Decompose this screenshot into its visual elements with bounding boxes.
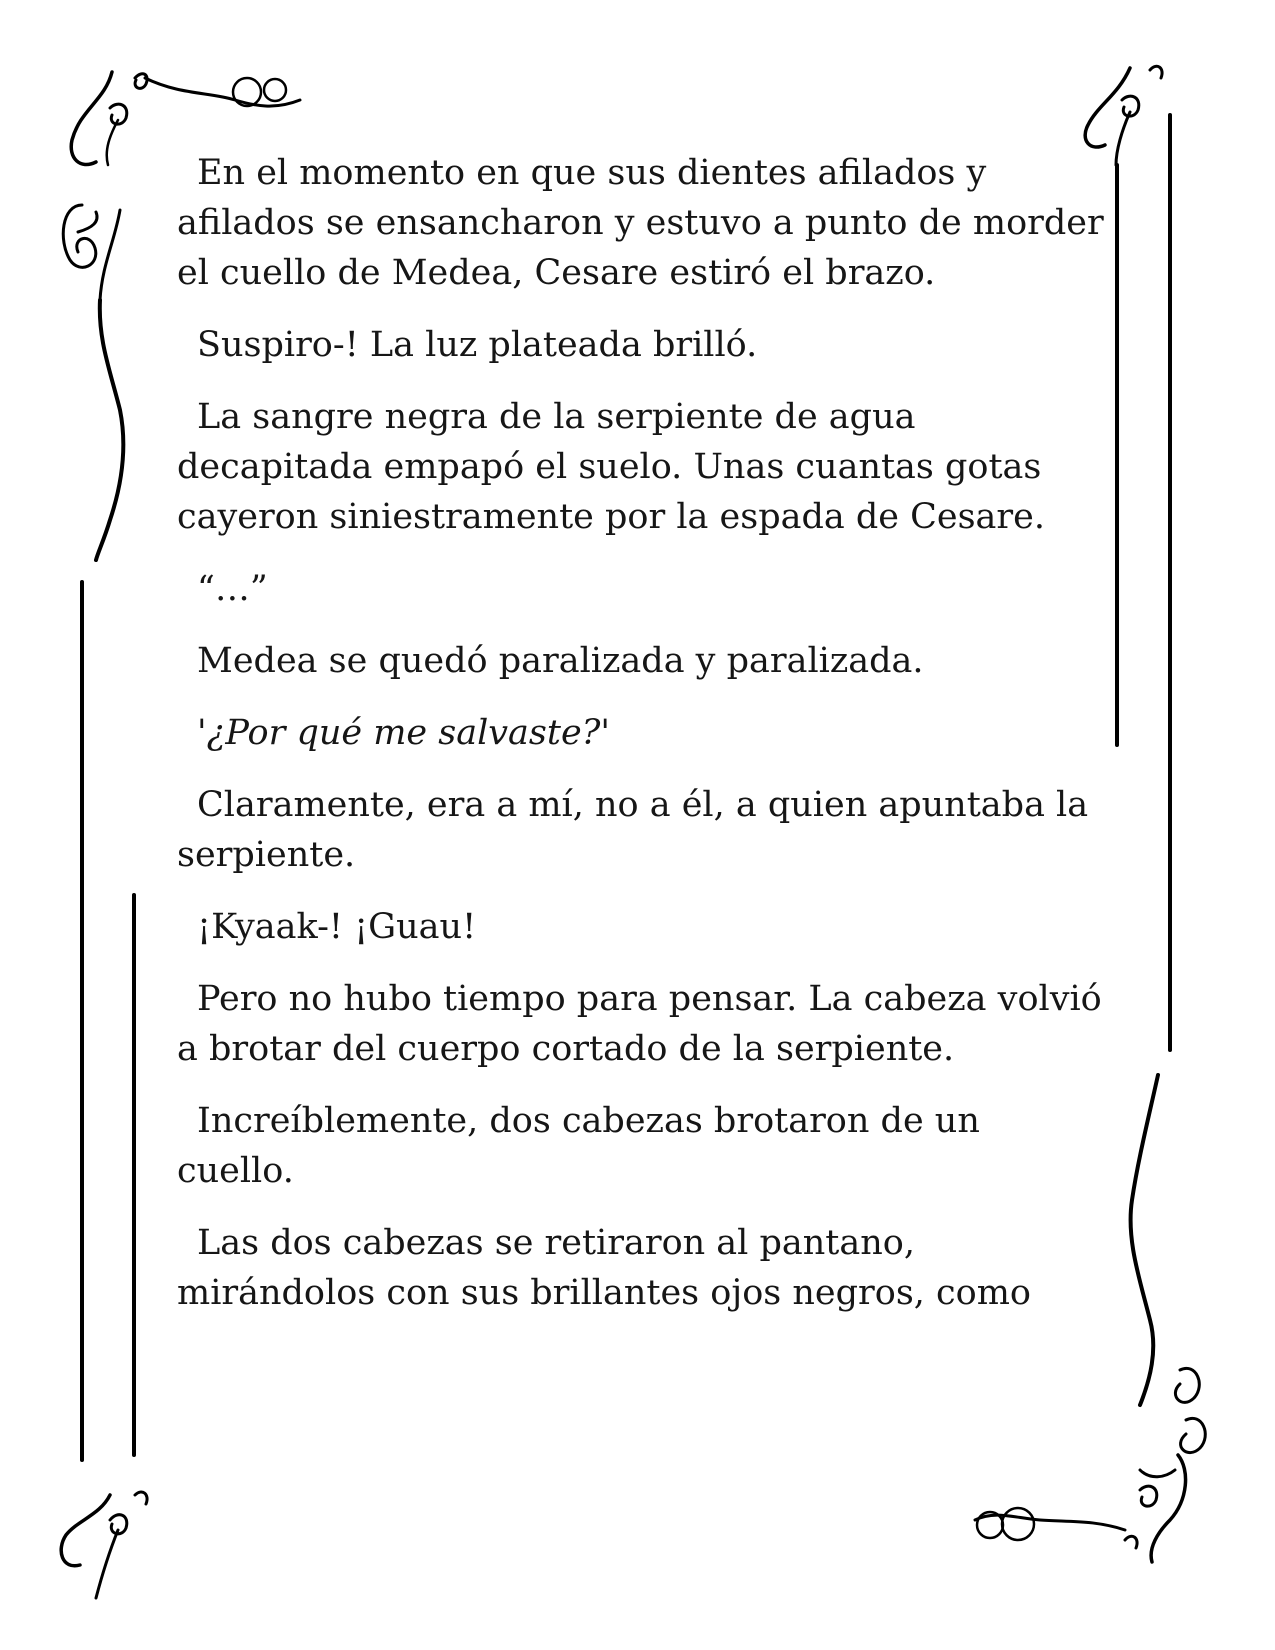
paragraph-7: Claramente, era a mí, no a él, a quien apuntaba la serpiente. xyxy=(177,785,1089,875)
paragraph-11: Las dos cabezas se retiraron al pantano, mirándolos con sus brillantes ojos negros, como xyxy=(177,1223,1031,1313)
paragraph-6-thought: '¿Por qué me salvaste?' xyxy=(197,713,611,753)
bottom-left-flourish xyxy=(61,1492,147,1598)
paragraph-2: Suspiro-! La luz plateada brilló. xyxy=(197,325,758,365)
paragraph-10: Increíblemente, dos cabezas brotaron de un cuello. xyxy=(177,1101,980,1191)
paragraph-1: En el momento en que sus dientes afilados y afilados se ensancharon y estuvo a punto de morder el cuello de Medea, Cesare estiró el brazo. xyxy=(177,153,1104,293)
paragraph-4: “…” xyxy=(197,569,268,609)
paragraph-8: ¡Kyaak-! ¡Guau! xyxy=(197,907,477,947)
body-text xyxy=(177,148,1107,1340)
paragraph-3: La sangre negra de la serpiente de agua decapitada empapó el suelo. Unas cuantas gotas cayeron siniestramente por la espada de Cesare. xyxy=(177,397,1045,537)
paragraph-5: Medea se quedó paralizada y paralizada. xyxy=(197,641,924,681)
paragraph-9: Pero no hubo tiempo para pensar. La cabeza volvió a brotar del cuerpo cortado de la serpiente. xyxy=(177,979,1102,1069)
